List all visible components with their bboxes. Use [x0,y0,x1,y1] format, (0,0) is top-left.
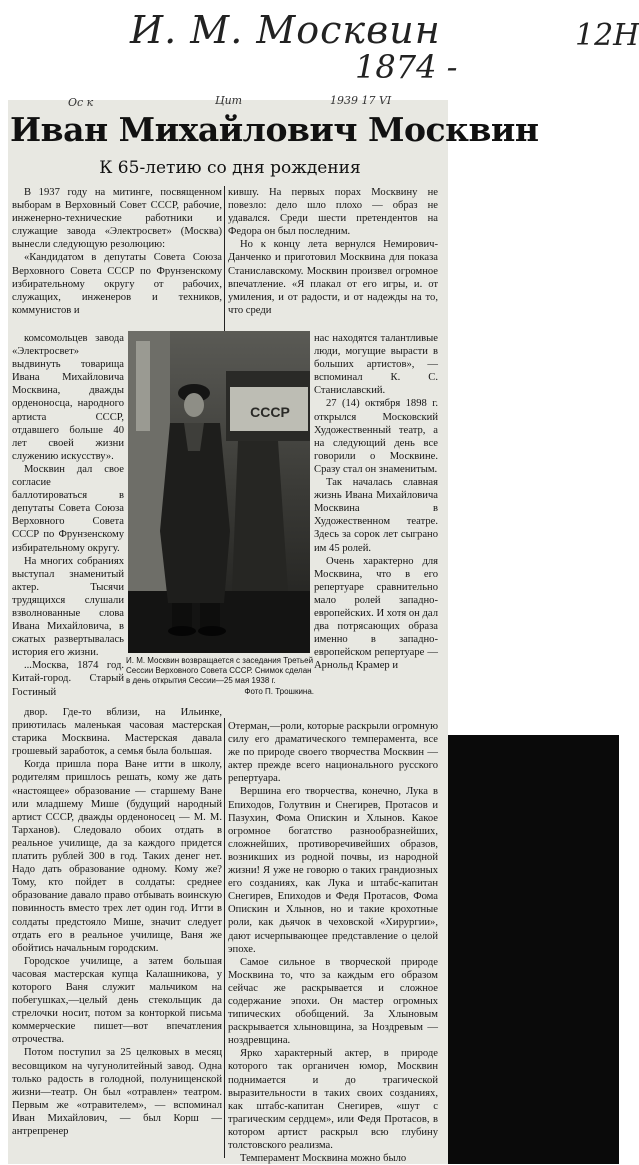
photo-caption [126,656,314,716]
column-1-top [12,186,222,330]
handwritten-catalog-number: 12Н [575,18,639,53]
handwritten-year: 1874 - [355,48,458,86]
photo-credit: Фото П. Трошкина. [244,687,314,696]
paragraph: ...Москва, 1874 год. Китай-город. Старый Гостиный [12,660,124,698]
paragraph: Так началась славная жизнь Ивана Михайловича Москвина в Художественном театре. Здесь за сорок лет сыграно им 45 ролей. [314,477,438,554]
paragraph: комсомольцев завода «Электросвет» выдвинуть товарища Ивана Михайловича Москвина, дважды орденоносца, народного артиста СССР, отдавшего больше 40 лет своей жизни служению искусству». [12,333,124,462]
column-2-right [314,332,438,702]
paragraph: «Кандидатом в депутаты Совета Союза Верховного Совета СССР по Фрунзенскому избирательному округу от рабочих, служащих, инженеров и техников, коммунистов и [12,252,222,316]
paragraph: нас находятся талантливые люди, могущие вырасти в больших артистов», — вспоминал К. С. Станиславский. [314,333,438,397]
column-rule [224,186,225,331]
column-1-left [12,332,124,702]
scanner-background [448,735,619,1164]
column-rule [224,718,225,1158]
paragraph: Ярко характерный актер, в природе которого так органичен юмор, Москвин поднимается и до трагической выразительности в таких своих созданиях, как штабс-капитан Снегирев, «шут с трагическим сердцем», или Федя Протасов, в котором артист раскрыл всю глубину толстовского реализма. [228,1048,438,1151]
sign-text: СССР [250,404,290,420]
handwritten-source-left: Ос к [68,96,94,109]
article-subtitle: К 65-летию со дня рождения [99,158,361,178]
paragraph: Городское училище, а затем большая часовая мастерская купца Калашникова, у которого Ваня служит мальчиком на побегушках,—целый день стекольщик да стрелочки носит, потом за конторкой письма коммерческие пишет—вот впечатления отрочества. [12,955,222,1046]
column-2-bottom [228,720,438,1165]
paragraph: Самое сильное в творческой природе Москвина то, что за каждым его образом сейчас же раскрывается и сложное содержание эпохи. Он мастер огромных типических обобщений. За Хлыновым раскрывается хлыновщина, за Ноздревым — ноздревщина. [228,956,438,1047]
paragraph: В 1937 году на митинге, посвященном выборам в Верховный Совет СССР, рабочие, инженерно-технические работники и служащие завода «Электросвет» (Москва) вынесли следующую резолюцию: [12,187,222,251]
paragraph: Отерман,—роли, которые раскрыли огромную силу его драматического темперамента, все же по природе своего творчества Москвин — актер прежде всего национального русского репертуара. [228,721,438,785]
handwritten-source-right: Цит [215,94,243,107]
paragraph: Потом поступил за 25 целковых в месяц весовщиком на чугунолитейный завод. Одна только радость в голодной, полунищенской жизни—театр. Он был «отравлен» театром. Первым же «отравителем», — вспоминал Иван Михайлович, — был Корш — антрепренер [12,1047,222,1137]
paragraph: Когда пришла пора Ване итти в школу, родителям пришлось решать, кому же дать «настоящее» образование — старшему Ване или младшему Мише (будущий народный артист СССР, дважды орденоносец — М. М. Тарханов). Следовало обоих отдать в реальное училище, да за каждого придется платить рублей 300 в год. Таких денег нет. Надо дать образование одному. Кому же? Тому, кто пойдет в солдаты: среднее образование давало право отбывать воинскую повинность вместо трех лет один год. Итти в солдаты предстояло Мише, значит следует отдать его в реальное училище, Ваня же обойтись начальным городским. [12,759,222,954]
paragraph: Темперамент Москвина можно было [240,1153,407,1165]
paragraph: двор. Где-то вблизи, на Ильинке, приютилась маленькая часовая мастерская старика Москвина. Мастерская давала грошевый заработок, а семья была большая. [12,707,222,758]
column-2-top [228,186,438,330]
column-1-bottom [12,706,222,1158]
caption-text: И. М. Москвин возвращается с заседания Третьей Сессии Верховного Совета СССР. Снимок сделан в день открытия Сессии—25 мая 1938 г. [126,656,314,685]
handwritten-date: 1939 17 VI [330,94,392,107]
paragraph: Очень характерно для Москвина, что в его репертуаре сравнительно мало ролей западно-европейских. И хотя он дал два потрясающих образа именно в западно-европейском репертуаре — Арнольд Крамер и [314,555,438,672]
paragraph: кившу. На первых порах Москвину не повезло: дело шло плохо — образ не удавался. Среди шести претендентов на Федора он был последним. [228,187,438,238]
paragraph: 27 (14) октября 1898 г. открылся Московский Художественный театр, а на следующий день все говорили о Москвине. Сразу стал он знаменитым. [314,398,438,475]
photo-illustration [128,331,310,653]
paragraph: Москвин дал свое согласие баллотироваться в депутаты Совета Союза Верховного Совета СССР по Фрунзенскому избирательному округу. [12,463,124,554]
article-title: Иван Михайлович Москвин [10,110,539,149]
paragraph: На многих собраниях выступал знаменитый актер. Тысячи трудящихся слушали взволнованные слова Ивана Михайловича, в сжатых развертывалась история его жизни. [12,555,124,659]
photograph-moskvin [128,331,310,653]
handwritten-name: И. М. Москвин [130,8,441,52]
paragraph: Но к концу лета вернулся Немирович-Данченко и приготовил Москвина для показа Станиславскому. Москвин произвел огромное впечатление. «Я плакал от его игры, и. от умиления, и от радости, и от надежды на то, что среди [228,239,438,316]
paragraph: Вершина его творчества, конечно, Лука в Епиходов, Голутвин и Снегирев, Протасов и Пазухин, Фома Опискин и Хлынов. Какое огромное богатство разнообразнейших, сложнейших, противоречивейших образов, возникших из родной почвы, из народной жизни! Я уже не говорю о таких грандиозных его созданиях, как Лука и штабс-капитан Снегирев, Епиходов и Федя Протасов, Фома Опискин и Хлынов, но и такие крохотные роли, как дьячок в чеховской «Хирургии», дают исчерпывающее представление о целой эпохе. [228,786,438,955]
